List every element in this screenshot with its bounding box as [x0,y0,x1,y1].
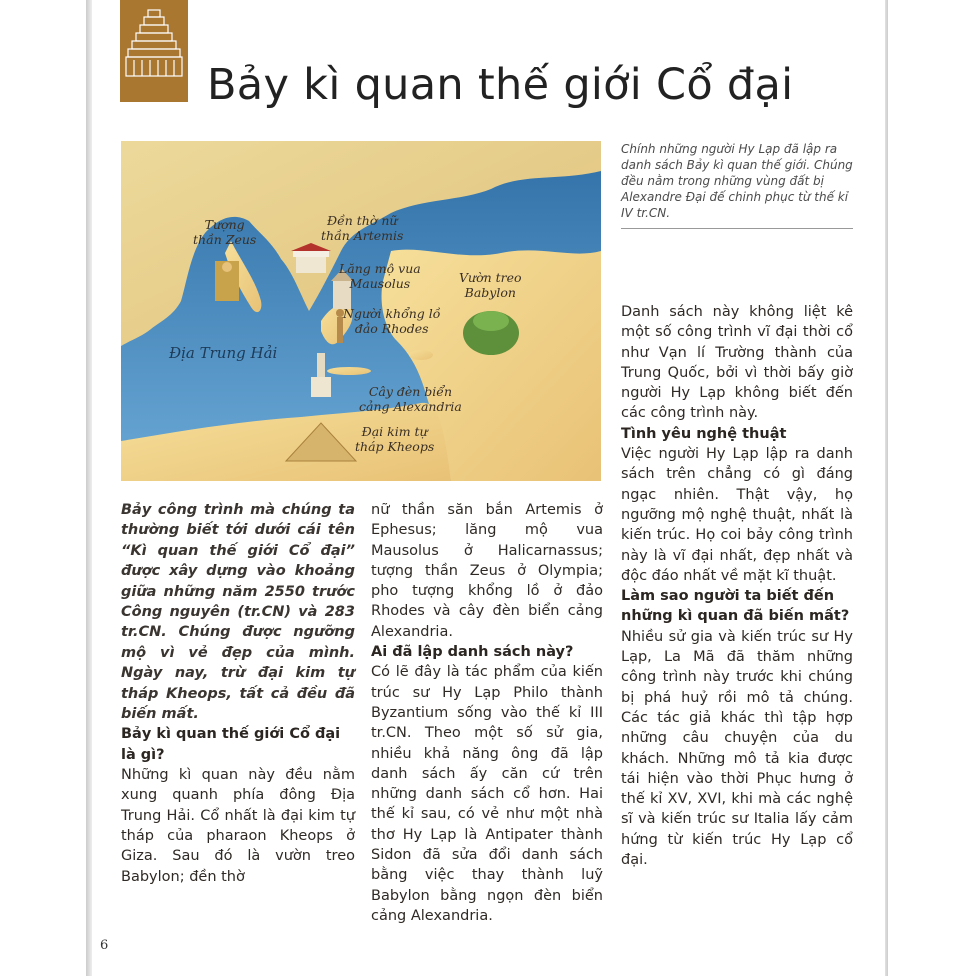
heading-who-made-list: Ai đã lập danh sách này? [371,644,574,661]
map-island-cyprus [409,350,433,360]
map-label-artemis: Đền thờ nữ thần Artemis [321,213,404,243]
col3-body-2: Nhiều sử gia và kiến trúc sư Hy Lạp, La Mã đã thăm những công trình này trước khi chúng bị phá huỷ rồi mô tả chúng. Các tác giả khác thì tập hợp những câu chuyện của du khách. Những mô tả kia được tái hiện vào thời Phục hưng ở thế kỉ XV, XVI, khi mà các nghệ sĩ và kiến trúc sư Italia lấy cảm hứng từ kiến trúc Hy Lạp cổ đại. [621,628,853,869]
heading-what-are-wonders: Bảy kì quan thế giới Cổ đại là gì? [121,726,341,763]
column-2 [371,500,603,926]
page-title: Bảy kì quan thế giới Cổ đại [207,60,794,110]
column-1 [121,500,355,887]
col3-intro: Danh sách này không liệt kê một số công trình vĩ đại thời cổ như Vạn lí Trường thành của Trung Quốc, bởi vì thời bấy giờ người Hy Lạp không biết đến các công trình này. [621,304,853,422]
map-label-mausolus: Lăng mộ vua Mausolus [339,261,421,291]
col2-body-2: Có lẽ đây là tác phẩm của kiến trúc sư Hy Lạp Philo thành Byzantium sống vào thế kỉ III tr.CN. Theo một số sử gia, nhiều khả năng ông đã lập danh sách ấy căn cứ trên những danh sách cổ hơn. Hai thế kỉ sau, có vẻ như một nhà thơ Hy Lạp là Antipater thành Sidon đã sửa đổi danh sách bằng việc thay thành luỹ Babylon bằng ngọn đèn biển cảng Alexandria. [371,664,603,924]
col1-body: Những kì quan này đều nằm xung quanh phía đông Địa Trung Hải. Cổ nhất là đại kim tự tháp của pharaon Kheops ở Giza. Sau đó là vườn treo Babylon; đền thờ [121,767,355,885]
heading-love-of-art: Tình yêu nghệ thuật [621,425,787,442]
map-label-rhodes: Người khổng lồ đảo Rhodes [343,306,441,336]
map-caption: Chính những người Hy Lạp đã lập ra danh sách Bảy kì quan thế giới. Chúng đều nằm trong những vùng đất bị Alexandre Đại đế chinh phục từ thế kỉ IV tr.CN. [621,142,853,220]
ancient-wonders-map [121,141,601,481]
scan-margin-right [884,0,976,976]
page-number: 6 [100,938,109,953]
map-island-crete [327,367,371,375]
col3-body-1: Việc người Hy Lạp lập ra danh sách trên chẳng có gì đáng ngạc nhiên. Thật vậy, họ ngưỡng mộ nghệ thuật, nhất là kiến trúc. Họ coi bảy công trình này là vĩ đại nhất, đẹp nhất và độc đáo nhất về mặt kĩ thuật. [621,446,853,584]
map-label-alexandria: Cây đèn biển cảng Alexandria [359,384,462,414]
caption-divider [621,228,853,229]
map-label-kheops: Đại kim tự tháp Kheops [355,424,435,454]
map-label-zeus: Tượng thần Zeus [193,217,257,247]
heading-how-known: Làm sao người ta biết đến những kì quan đã biến mất? [621,588,850,625]
map-label-babylon: Vườn treo Babylon [459,270,522,300]
map-label-mediterranean: Địa Trung Hải [169,344,278,362]
column-3 [621,302,853,870]
col2-body-1: nữ thần săn bắn Artemis ở Ephesus; lăng mộ vua Mausolus ở Halicarnassus; tượng thần Zeus ở Olympia; pho tượng khổng lồ ở đảo Rhodes và cây đèn biển cảng Alexandria. [371,502,603,640]
ziggurat-icon [120,0,188,102]
zeus-statue-marker [215,261,239,301]
hanging-gardens-marker [463,311,519,355]
pyramid-emblem [120,0,188,102]
scan-margin-left [0,0,90,976]
intro-lead: Bảy công trình mà chúng ta thường biết tới dưới cái tên “Kì quan thế giới Cổ đại” được xây dựng vào khoảng giữa những năm 2550 trước Công nguyên (tr.CN) và 283 tr.CN. Chúng được ngưỡng mộ vì vẻ đẹp của mình. Ngày nay, trừ đại kim tự tháp Kheops, tất cả đều đã biến mất. [121,502,355,723]
